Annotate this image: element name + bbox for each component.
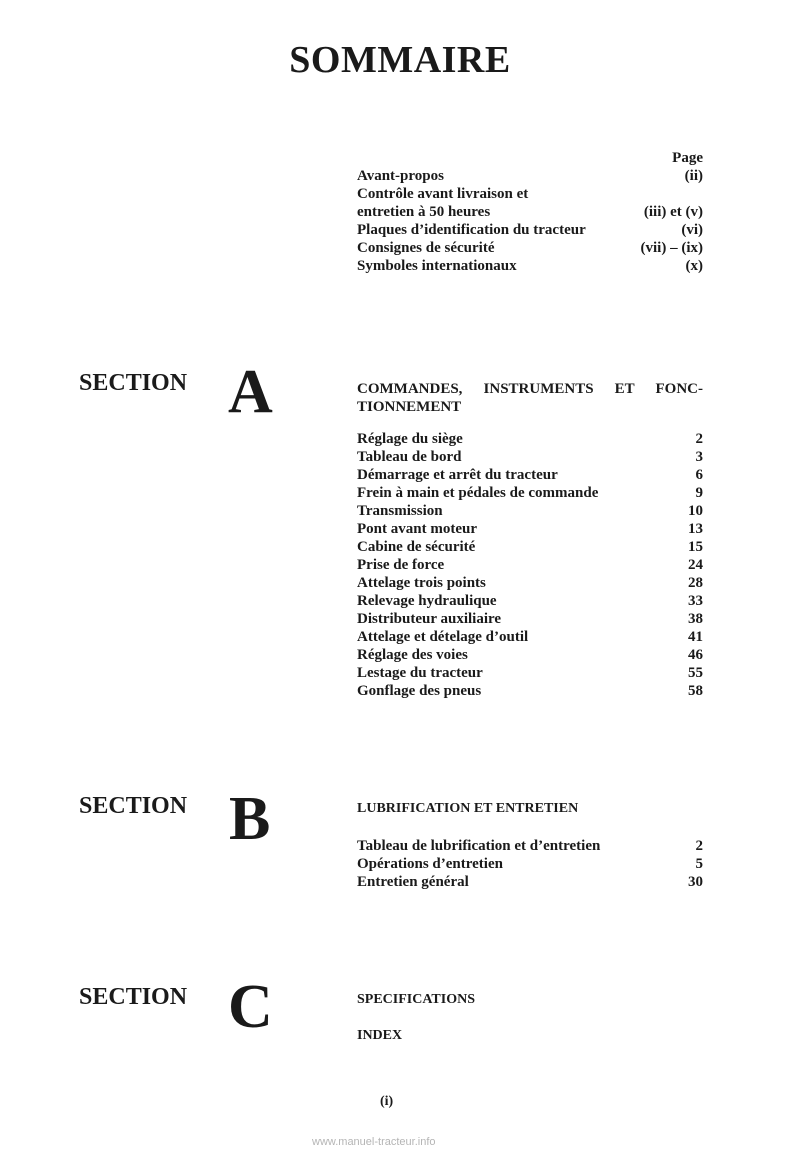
toc-entry[interactable]: Attelage et dételage d’outil 41 xyxy=(357,629,703,645)
front-matter-toc xyxy=(357,149,703,275)
toc-entry[interactable]: Lestage du tracteur 55 xyxy=(357,665,703,681)
toc-entry[interactable]: Opérations d’entretien 5 xyxy=(357,856,703,872)
section-a-letter: A xyxy=(228,358,273,426)
section-b-letter: B xyxy=(229,785,271,853)
section-b-toc xyxy=(357,837,703,891)
page-number: (i) xyxy=(380,1094,394,1109)
toc-entry[interactable]: Entretien général 30 xyxy=(357,874,703,890)
section-a-toc xyxy=(357,430,703,700)
section-b-title: LUBRIFICATION ET ENTRETIEN xyxy=(357,801,579,816)
watermark: www.manuel-tracteur.info xyxy=(312,1136,436,1148)
toc-entry[interactable]: Avant-propos (ii) xyxy=(357,168,703,184)
toc-entry[interactable]: Réglage du siège 2 xyxy=(357,431,703,447)
index-link[interactable]: INDEX xyxy=(357,1028,403,1043)
toc-entry[interactable]: Transmission 10 xyxy=(357,503,703,519)
toc-entry[interactable]: Pont avant moteur 13 xyxy=(357,521,703,537)
toc-entry[interactable]: Distributeur auxiliaire 38 xyxy=(357,611,703,627)
section-c-label: SECTION xyxy=(79,984,188,1010)
toc-entry[interactable]: Réglage des voies 46 xyxy=(357,647,703,663)
toc-entry[interactable]: Frein à main et pédales de commande 9 xyxy=(357,485,703,501)
toc-entry[interactable]: Symboles internationaux (x) xyxy=(357,258,703,274)
toc-entry[interactable]: Prise de force 24 xyxy=(357,557,703,573)
toc-entry[interactable]: Contrôle avant livraison et xyxy=(357,186,529,202)
toc-entry[interactable]: Relevage hydraulique 33 xyxy=(357,593,703,609)
section-c-title: SPECIFICATIONS xyxy=(357,992,475,1007)
toc-entry[interactable]: Tableau de lubrification et d’entretien 2 xyxy=(357,838,703,854)
toc-entry[interactable]: entretien à 50 heures (iii) et (v) xyxy=(357,204,703,220)
page-column-header: Page xyxy=(672,150,703,166)
section-a-label: SECTION xyxy=(79,370,188,396)
section-a-title: COMMANDES, INSTRUMENTS ET FONC-TIONNEMENT xyxy=(357,381,703,415)
section-b-label: SECTION xyxy=(79,793,188,819)
toc-entry[interactable]: Plaques d’identification du tracteur (vi) xyxy=(357,222,703,238)
toc-entry[interactable]: Attelage trois points 28 xyxy=(357,575,703,591)
toc-entry[interactable]: Cabine de sécurité 15 xyxy=(357,539,703,555)
toc-entry[interactable]: Tableau de bord 3 xyxy=(357,449,703,465)
toc-entry[interactable]: Consignes de sécurité (vii) – (ix) xyxy=(357,240,703,256)
section-c-letter: C xyxy=(228,973,273,1041)
page-title: SOMMAIRE xyxy=(289,39,511,81)
toc-entry[interactable]: Gonflage des pneus 58 xyxy=(357,683,703,699)
toc-entry[interactable]: Démarrage et arrêt du tracteur 6 xyxy=(357,467,703,483)
